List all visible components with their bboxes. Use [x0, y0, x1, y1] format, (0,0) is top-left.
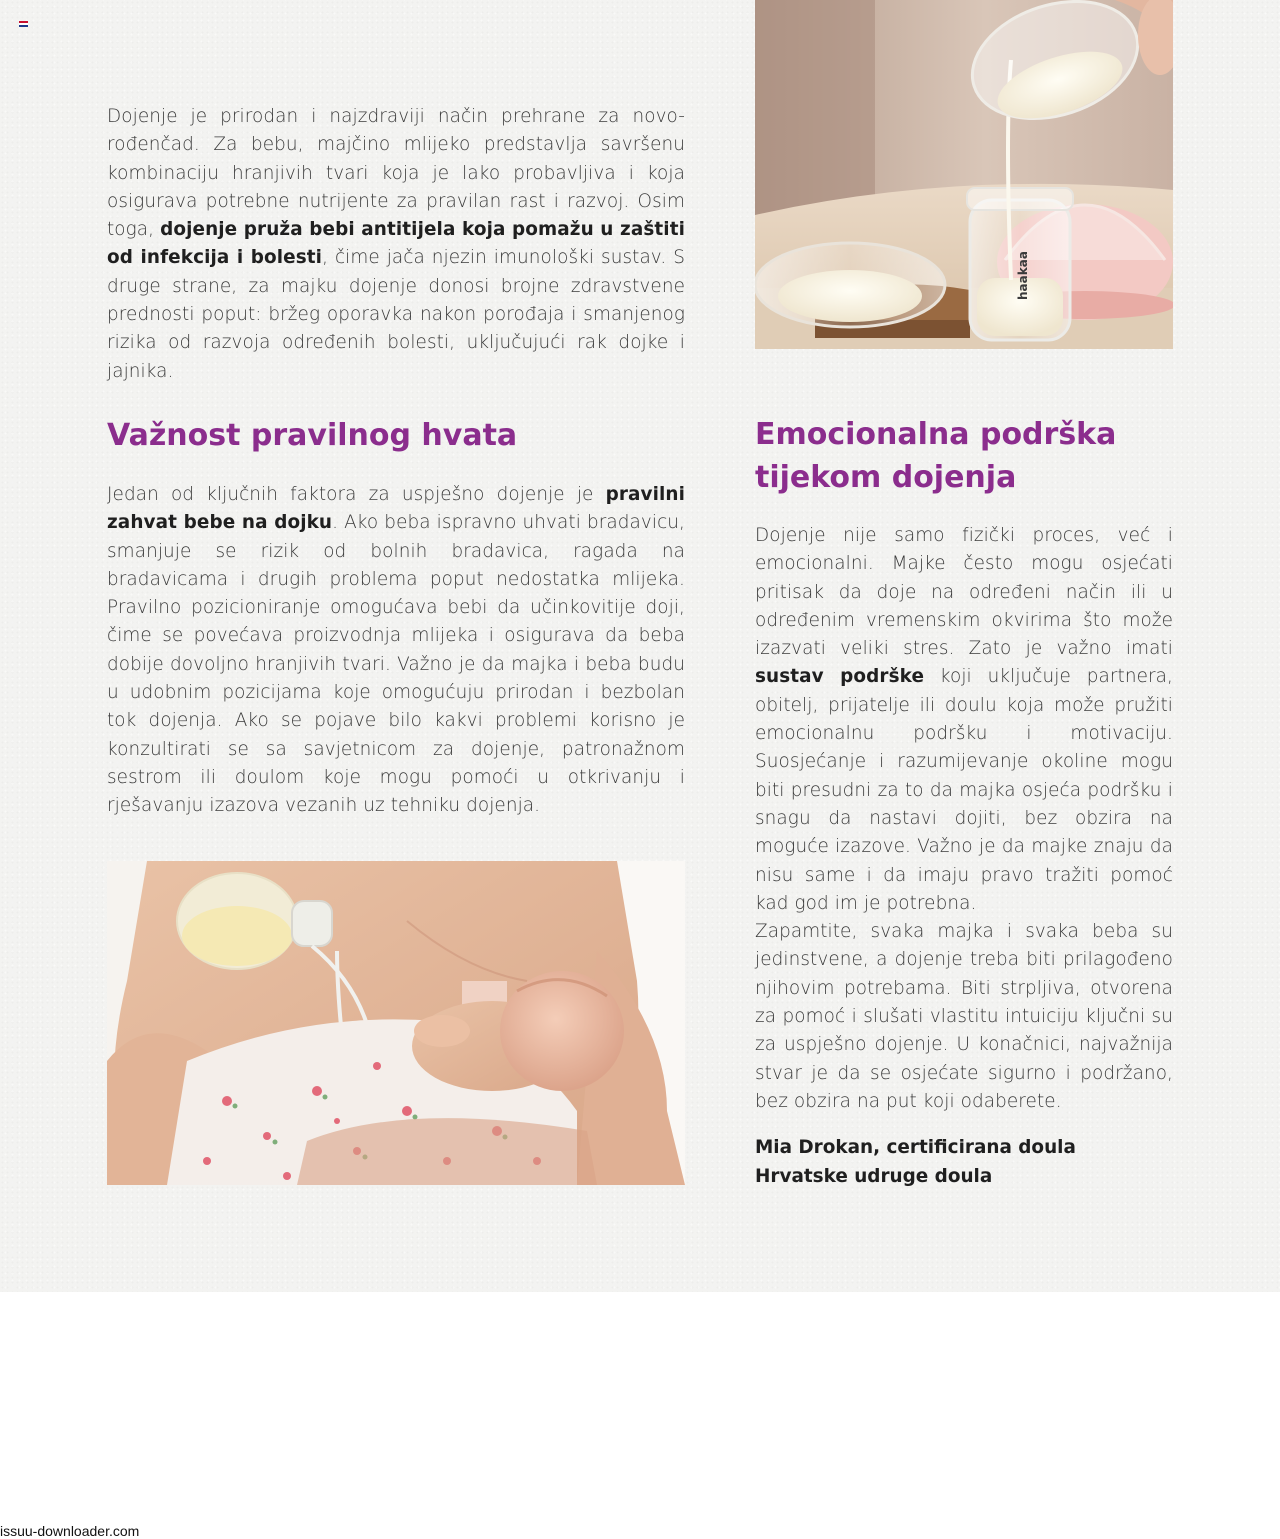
- latch-heading: Važnost pravilnog hvata: [107, 418, 518, 453]
- language-flag-icon[interactable]: [19, 21, 28, 27]
- milk-collector-photo: [755, 0, 1173, 349]
- latch-section: [107, 414, 685, 821]
- intro-paragraph: Dojenje je prirodan i najzdraviji način prehrane za novo-rođenčad. Za bebu, majčino mlijeko predstavlja savršenu kombinaciju hranjivih tvari koja je lako probavljiva i koja osigurava potrebne nutrijente za pravilan rast i razvoj. Osim toga, dojenje pruža bebi antitijela koja pomažu u zaštiti od infekcija i bolesti, čime jača njezin imunološki sustav. S druge strane, za majku dojenje donosi brojne zdravstvene prednosti poput: bržeg oporavka nakon porođaja i smanjenog rizika od razvoja određenih bolesti, uključujući rak dojke i jajnika.: [107, 106, 686, 382]
- svg-text:haakaa: haakaa: [1016, 251, 1030, 300]
- intro-column: [107, 103, 685, 386]
- support-paragraph-1: Dojenje nije samo fizički proces, već i emocionalni. Majke često mogu osjećati pritisak da doje na određeni način ili u određenim vremenskim okvirima što može izazvati veliki stres. Zato je važno imati sustav podrške koji uključuje partnera, obitelj, prijatelje ili doulu koja može pružiti emocionalnu podršku i motivaciju. Suosjećanje i razumijevanje okoline mogu biti presudni za to da majka osjeća podršku i snagu da nastavi dojiti, bez obzira na moguće izazove. Važno je da majke znaju da nisu same i da imaju pravo tražiti pomoć kad god im je potrebna.: [755, 525, 1173, 914]
- support-paragraph-2: Zapamtite, svaka majka i svaka beba su jedinstvene, a dojenje treba biti prilagođeno njihovim potrebama. Biti strpljiva, otvorena za pomoć i slušati vlastitu intuiciju ključni su za uspješno dojenje. U konačnici, najvažnija stvar je da se osjećate sigurno i podržano, bez obzira na put koji odaberete.: [755, 921, 1173, 1112]
- breastfeeding-illustration: [107, 861, 685, 1185]
- breastfeeding-baby-photo: [107, 861, 685, 1185]
- author-signature: Mia Drokan, certificirana doula Hrvatske udruge doula: [755, 1137, 1076, 1187]
- support-heading: Emocionalna podrška tijekom dojenja: [755, 417, 1117, 495]
- latch-paragraph: Jedan od ključnih faktora za uspješno dojenje je pravilni zahvat bebe na dojku. Ako beba ispravno uhvati bradavicu, smanjuje se rizik od bolnih bradavica, ragada na bradavicama i drugih problema poput nedostatka mlijeka. Pravilno pozicioniranje omogućava bebi da učinkovitije doji, čime se povećava proizvodnja mlijeka i osigurava da beba dobije dovoljno hranjivih tvari. Važno je da majka i beba budu u udobnim pozicijama koje omogućuju prirodan i bezbolan tok dojenja. Ako se pojave bilo kakvi problemi korisno je konzultirati se sa savjetnicom za dojenje, patronažnom sestrom ili doulom koje mogu pomoći u otkrivanju i rješavanju izazova vezanih uz tehniku dojenja.: [107, 484, 686, 817]
- milk-collector-illustration: [755, 0, 1173, 349]
- support-section: [755, 413, 1173, 1191]
- watermark-text[interactable]: issuu-downloader.com: [0, 1523, 140, 1539]
